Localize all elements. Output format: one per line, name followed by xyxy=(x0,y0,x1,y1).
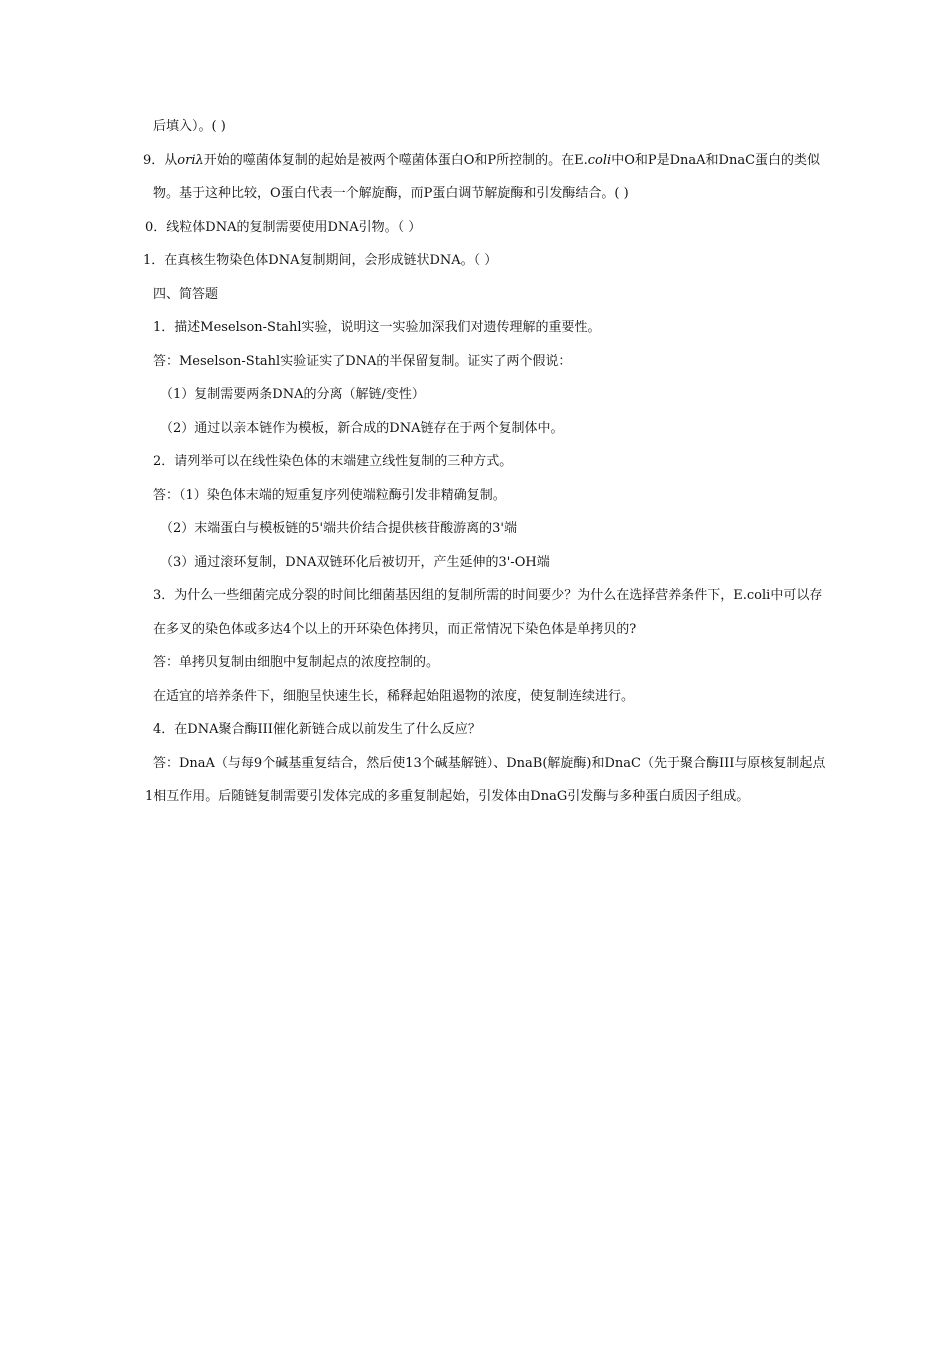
answer-2-point-1: 答：（1）染色体末端的短重复序列使端粒酶引发非精确复制。 xyxy=(153,488,506,503)
q9-italic-coli: coli xyxy=(587,153,612,168)
q9-mid: 开始的噬菌体复制的起始是被两个噬菌体蛋白O和P所控制的。在E. xyxy=(203,153,588,168)
answer-4: 答：DnaA（与每9个碱基重复结合，然后使13个碱基解链）、DnaB(解旋酶)和DnaC（先于聚合酶III与原核复制起点 xyxy=(153,756,826,771)
text-line-q9 xyxy=(143,152,820,170)
question-4: 4．在DNA聚合酶III催化新链合成以前发生了什么反应？ xyxy=(153,722,481,737)
question-3: 3．为什么一些细菌完成分裂的时间比细菌基因组的复制所需的时间要少？为什么在选择营养条件下，E.coli中可以存 xyxy=(153,588,823,603)
answer-4-cont: 1相互作用。后随链复制需要引发体完成的多重复制起始，引发体由DnaG引发酶与多种蛋白质因子组成。 xyxy=(145,789,750,804)
answer-1-point-2: （2）通过以亲本链作为模板，新合成的DNA链存在于两个复制体中。 xyxy=(160,421,564,436)
q9-suffix: 中O和P是DnaA和DnaC蛋白的类似 xyxy=(611,153,821,168)
answer-1-point-1: （1）复制需要两条DNA的分离（解链/变性） xyxy=(160,387,425,402)
answer-1: 答：Meselson-Stahl实验证实了DNA的半保留复制。证实了两个假说： xyxy=(153,354,572,369)
answer-2-point-3: （3）通过滚环复制，DNA双链环化后被切开，产生延伸的3'-OH端 xyxy=(160,555,550,570)
answer-3-cont: 在适宜的培养条件下，细胞呈快速生长，稀释起始阻遏物的浓度，使复制连续进行。 xyxy=(153,689,635,704)
q9-prefix: 9．从 xyxy=(143,153,178,168)
text-line-continuation: 后填入）。( ) xyxy=(153,119,226,134)
answer-2-point-2: （2）末端蛋白与模板链的5'端共价结合提供核苷酸游离的3'端 xyxy=(160,521,517,536)
question-3-cont: 在多叉的染色体或多达4个以上的开环染色体拷贝，而正常情况下染色体是单拷贝的? xyxy=(153,622,637,637)
question-2: 2．请列举可以在线性染色体的末端建立线性复制的三种方式。 xyxy=(153,454,513,469)
q9-italic-orilambda: oriλ xyxy=(177,153,204,168)
text-line-q10: 0．线粒体DNA的复制需要使用DNA引物。（ ） xyxy=(145,220,422,235)
text-line-q9-cont: 物。基于这种比较，O蛋白代表一个解旋酶，而P蛋白调节解旋酶和引发酶结合。( ) xyxy=(153,186,629,201)
section-heading: 四、简答题 xyxy=(153,287,219,302)
answer-3: 答：单拷贝复制由细胞中复制起点的浓度控制的。 xyxy=(153,655,440,670)
text-line-q11: 1．在真核生物染色体DNA复制期间，会形成链状DNA。（ ） xyxy=(143,253,498,268)
question-1: 1．描述Meselson-Stahl实验，说明这一实验加深我们对遗传理解的重要性。 xyxy=(153,320,601,335)
